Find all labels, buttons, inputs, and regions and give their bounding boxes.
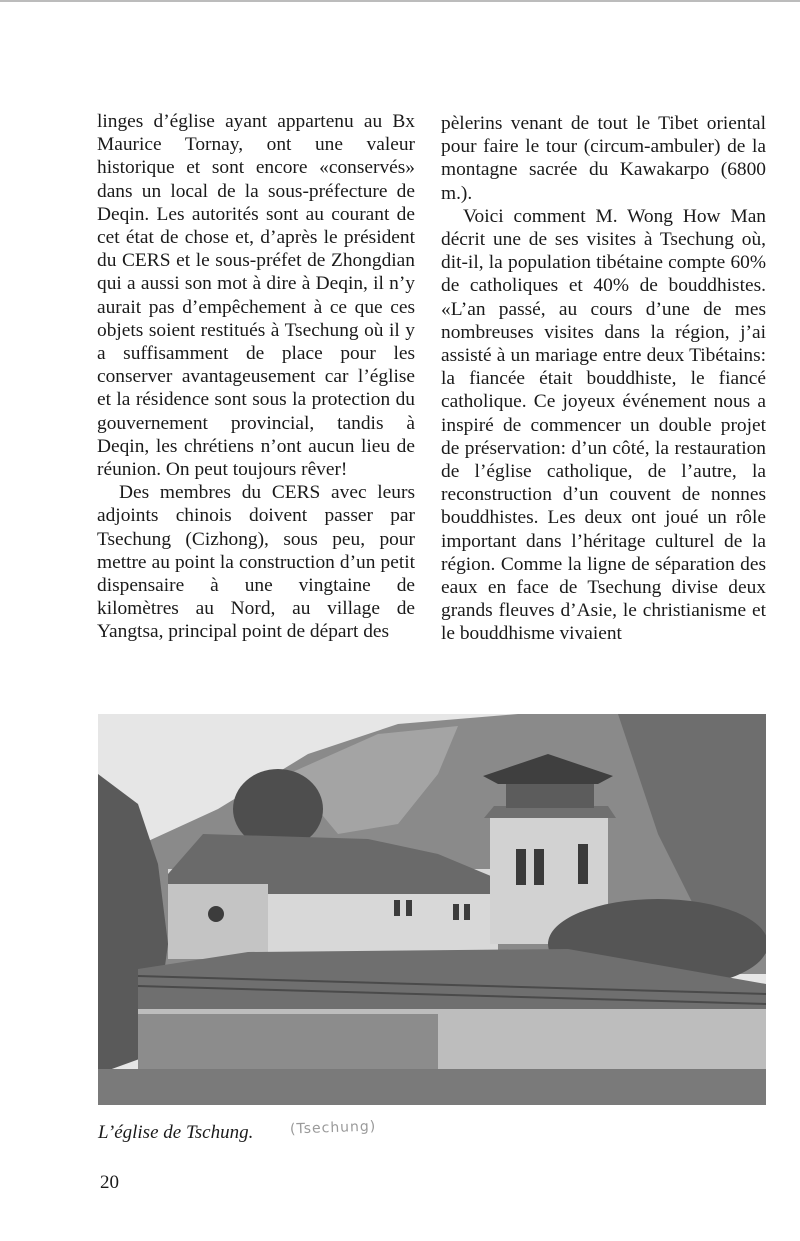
paragraph: linges d’église ayant appartenu au Bx Maurice Tornay, ont une valeur historique et sont encore «conservés» dans un local de la sous-préfecture de Deqin. Les autorités sont au courant de cet état de chose et, d’après le président du CERS et le sous-préfet de Zhongdian qui a aussi son mot à dire à Deqin, il n’y aurait pas d’empêchement à ce que ces objets soient restitués à Tsechung où il y a suffisamment de place pour les conserver avantageusement car l’église et la résidence sont sous la protection du gouvernement provincial, tandis à Deqin, les chrétiens n’ont aucun lieu de réunion. On peut toujours rêver!	[97, 111, 415, 481]
church-photo-illustration	[98, 714, 766, 1105]
left-column	[97, 110, 415, 644]
right-column	[441, 112, 766, 646]
paragraph: Voici comment M. Wong How Man décrit une de ses visites à Tsechung où, dit-il, la population tibétaine compte 60% de catholiques et 40% de bouddhistes. «L’an passé, au cours d’une de mes nombreuses visites dans la région, j’ai assisté à un mariage entre deux Tibétains: la fiancée était bouddhiste, le fiancé catholique. Ce joyeux événement nous a inspiré de commencer un double projet de préservation: d’un côté, la restauration de l’église catholique, de l’autre, la reconstruction d’un couvent de nonnes bouddhistes. Les deux ont joué un rôle important dans l’héritage culturel de la région. Comme la ligne de séparation des eaux en face de Tsechung divise deux grands fleuves d’Asie, le christianisme et le bouddhisme vivaient	[441, 205, 766, 645]
paragraph: Des membres du CERS avec leurs adjoints chinois doivent passer par Tsechung (Cizhong), sous peu, pour mettre au point la construction d’un petit dispensaire à une vingtaine de kilomètres au Nord, au village de Yangtsa, principal point de départ des	[97, 482, 415, 643]
handwritten-annotation: (Tsechung)	[289, 1118, 377, 1138]
top-rule	[0, 0, 800, 2]
church-photo	[98, 714, 766, 1105]
figure-caption: L’église de Tschung.	[98, 1122, 254, 1143]
page-number: 20	[100, 1172, 119, 1193]
paragraph: pèlerins venant de tout le Tibet oriental pour faire le tour (circum-ambuler) de la montagne sacrée du Kawakarpo (6800 m.).	[441, 113, 766, 204]
